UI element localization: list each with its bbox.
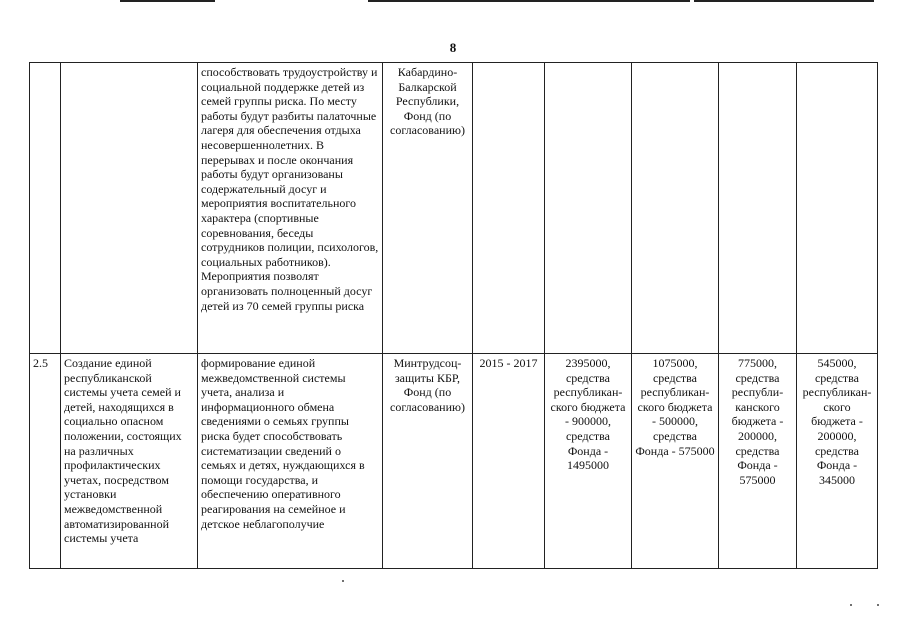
period-cell: 2015 - 2017 (473, 354, 545, 569)
row-number-cell (30, 63, 61, 354)
total-funding-cell (545, 63, 632, 354)
executor-cell: Минтрудсоц-защиты КБР, Фонд (по согласованию) (383, 354, 473, 569)
total-funding-cell: 2395000, средства республикан-ского бюджета - 900000, средства Фонда - 1495000 (545, 354, 632, 569)
scan-edge-line (368, 0, 690, 2)
description-cell: формирование единой межведомственной системы учета, анализа и информационного обмена сведениями о семьях группы риска будет способствовать систематизации сведений о семьях и детях, нуждающихся в помощи государства, и обеспечению оперативного реагирования на семейное и детское неблагополучие (198, 354, 383, 569)
year3-funding-cell: 545000, средства республикан-ского бюджета - 200000, средства Фонда - 345000 (797, 354, 878, 569)
scan-speck (342, 580, 344, 582)
activity-name-cell: Создание единой республиканской системы учета семей и детей, находящихся в социально опасном положении, состоящих на различных профилактических учетах, посредством установки межведомственной автоматизированной системы учета (61, 354, 198, 569)
table-row (30, 63, 878, 354)
scan-edge-line (694, 0, 874, 2)
scan-speck (877, 604, 879, 606)
table-row (30, 354, 878, 569)
action-plan-table (29, 62, 878, 569)
description-cell: способствовать трудоустройству и социальной поддержке детей из семей группы риска. По месту работы будут разбиты палаточные лагеря для обеспечения отдыха несовершеннолетних. В перерывах и после окончания работы будут организованы содержательный досуг и мероприятия воспитательного характера (спортивные соревнования, беседы сотрудников полиции, психологов, социальных работников). Мероприятия позволят организовать полноценный досуг детей из 70 семей группы риска (198, 63, 383, 354)
year1-funding-cell (632, 63, 719, 354)
page-number: 8 (449, 40, 457, 55)
year2-funding-cell: 775000, средства республи-канского бюджета - 200000, средства Фонда - 575000 (719, 354, 797, 569)
scan-speck (850, 604, 852, 606)
year3-funding-cell (797, 63, 878, 354)
period-cell (473, 63, 545, 354)
activity-name-cell (61, 63, 198, 354)
row-number-cell: 2.5 (30, 354, 61, 569)
executor-cell: Кабардино-Балкарской Республики, Фонд (по согласованию) (383, 63, 473, 354)
scan-edge-line (120, 0, 215, 2)
year2-funding-cell (719, 63, 797, 354)
year1-funding-cell: 1075000, средства республикан-ского бюджета - 500000, средства Фонда - 575000 (632, 354, 719, 569)
